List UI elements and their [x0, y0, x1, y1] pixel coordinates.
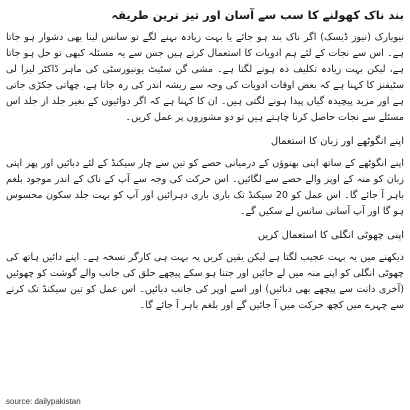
section2-body: دیکھنے میں یہ بہت عجیب لگتا ہے لیکن یقین کریں یہ بہت ہی کارگر نسخہ ہے۔ اپنے دائیں ہاتھ کی چھوٹی انگلی کو اپنے منہ میں لے جائیں اور جتنا ہو سکے پیچھے حلق کی جانب والے گوشت کو چھوئیں (آخری دانت سے پیچھے بھی دبائیں) اور اسے اوپر کی جانب دبائیں۔ اس عمل کو تین سیکنڈ تک کرنے سے چہرے میں کچھ حرکت میں آ جائیں گے اور بلغم باہر آ جائے گا۔ — [6, 252, 404, 311]
source-credit: source: dailypakistan — [6, 397, 81, 406]
section1-heading: اپنے انگوٹھے اور زبان کا استعمال — [270, 136, 404, 147]
section2-heading: اپنی چھوٹی انگلی کا استعمال کریں — [257, 230, 404, 241]
article-title: بند ناک کھولنے کا سب سے آسان اور تیز ترین طریقہ — [111, 8, 404, 22]
section1-body: اپنے انگوٹھے کے ساتھ اپنی بھنوؤں کے درمیانی حصے کو تین سے چار سیکنڈ کے لئے دبائیں اور پھر اپنی زبان کو منہ کے اوپر والے حصے سے لگائیں۔ اس حرکت کی وجہ سے آپ کے ناک کے اندر موجود بلغم باہر آ جائے گا۔ اس عمل کو 20 سیکنڈ تک باری باری دہرائیں اور آپ کو بہت جلد سکون محسوس ہو گا اور آپ آسانی سانس لے سکیں گے۔ — [6, 158, 405, 217]
article-intro: نیویارک (نیوز ڈیسک) اگر ناک بند ہو جائے یا بہت زیادہ بہنے لگے تو سانس لینا بھی دشوار ہو جاتا ہے۔ اس سے نجات کے لئے ہم ادویات کا استعمال کرتے ہیں جس سے یہ مسئلہ کبھی تو حل ہو جاتا ہے، لیکن بہت زیادہ تکلیف دہ ہونے لگتا ہے۔ مشی گن سٹیٹ یونیورسٹی کی ماہر ڈاکٹر لیزا لی سٹیفنز کا کہنا ہے کہ بعض اوقات ادویات کی وجہ سے ریشہ اندر کی رہ جاتا ہے، چھاتی جکڑی جاتی ہے اور مزید پیچیدہ گیاں پیدا ہونے لگتی ہیں۔ ان کا کہنا ہے کہ اگر دوائیوں کے بغیر جلد از جلد اس مسئلے سے نجات حاصل کرنا چاہتے ہیں تو دو مشوروں پر عمل کریں۔ — [6, 32, 404, 123]
